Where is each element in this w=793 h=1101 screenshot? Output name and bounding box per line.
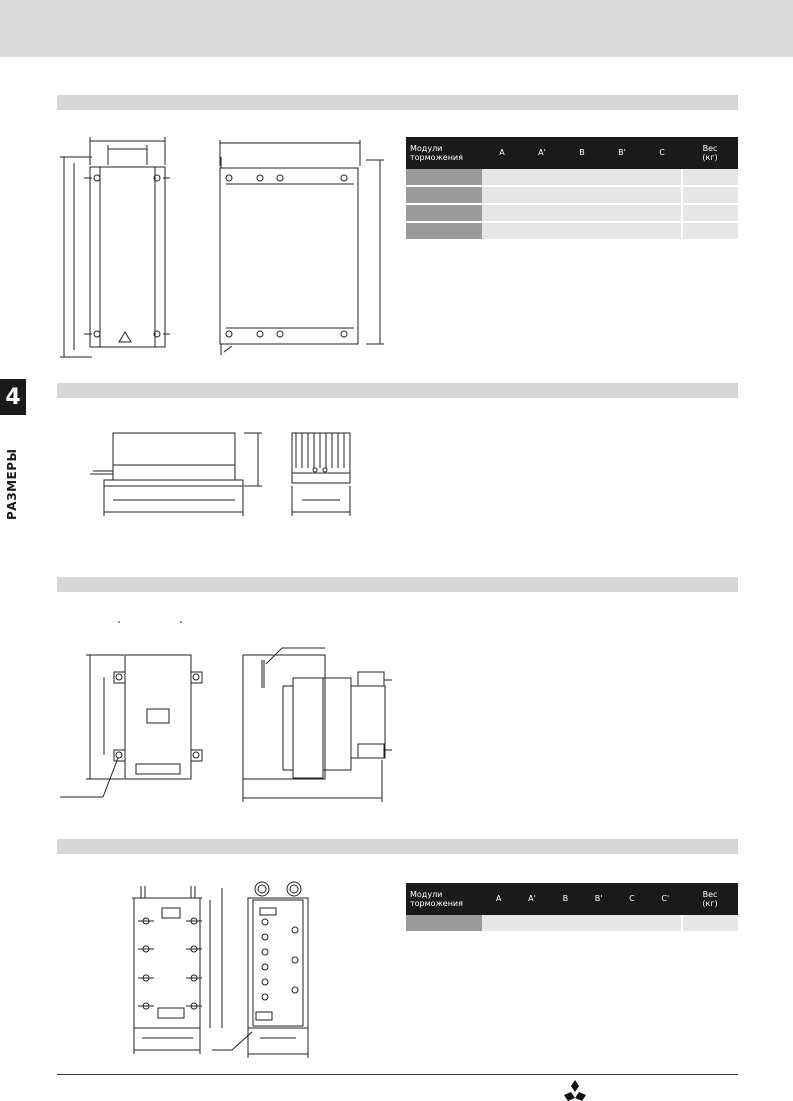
drawing-2-views — [90, 433, 350, 516]
table-header-row — [406, 883, 738, 915]
col-header-a: A — [482, 137, 522, 169]
drawing-4-views — [132, 882, 308, 1058]
col-header-b: B — [549, 883, 582, 915]
table-header-row — [406, 137, 738, 169]
col-header-c: C — [642, 137, 682, 169]
chapter-tab: 4 — [0, 379, 26, 415]
col-header-a-prime: A' — [515, 883, 548, 915]
col-header-b-prime: B' — [582, 883, 615, 915]
col-header-module: Модули торможения — [406, 883, 482, 915]
table-row — [406, 915, 738, 932]
col-header-b: B — [562, 137, 602, 169]
table-row — [406, 186, 738, 204]
col-header-weight: Вес (кг) — [682, 883, 738, 915]
chapter-label: РАЗМЕРЫ — [5, 448, 19, 520]
col-header-weight: Вес (кг) — [682, 137, 738, 169]
drawing-1-front-view — [60, 137, 170, 357]
three-diamond-logo-icon — [558, 1080, 592, 1101]
col-header-a: A — [482, 883, 515, 915]
col-header-c: C — [615, 883, 648, 915]
table-row — [406, 204, 738, 222]
table-row — [406, 169, 738, 186]
drawing-3-views — [60, 622, 392, 802]
table-row — [406, 222, 738, 240]
brake-module-table-1 — [406, 137, 738, 241]
brake-module-table-2 — [406, 883, 738, 933]
col-header-c-prime: C' — [649, 883, 682, 915]
footer-rule — [57, 1074, 738, 1075]
col-header-b-prime: B' — [602, 137, 642, 169]
drawing-1-side-view — [220, 140, 384, 355]
col-header-a-prime: A' — [522, 137, 562, 169]
col-header-module: Модули торможения — [406, 137, 482, 169]
